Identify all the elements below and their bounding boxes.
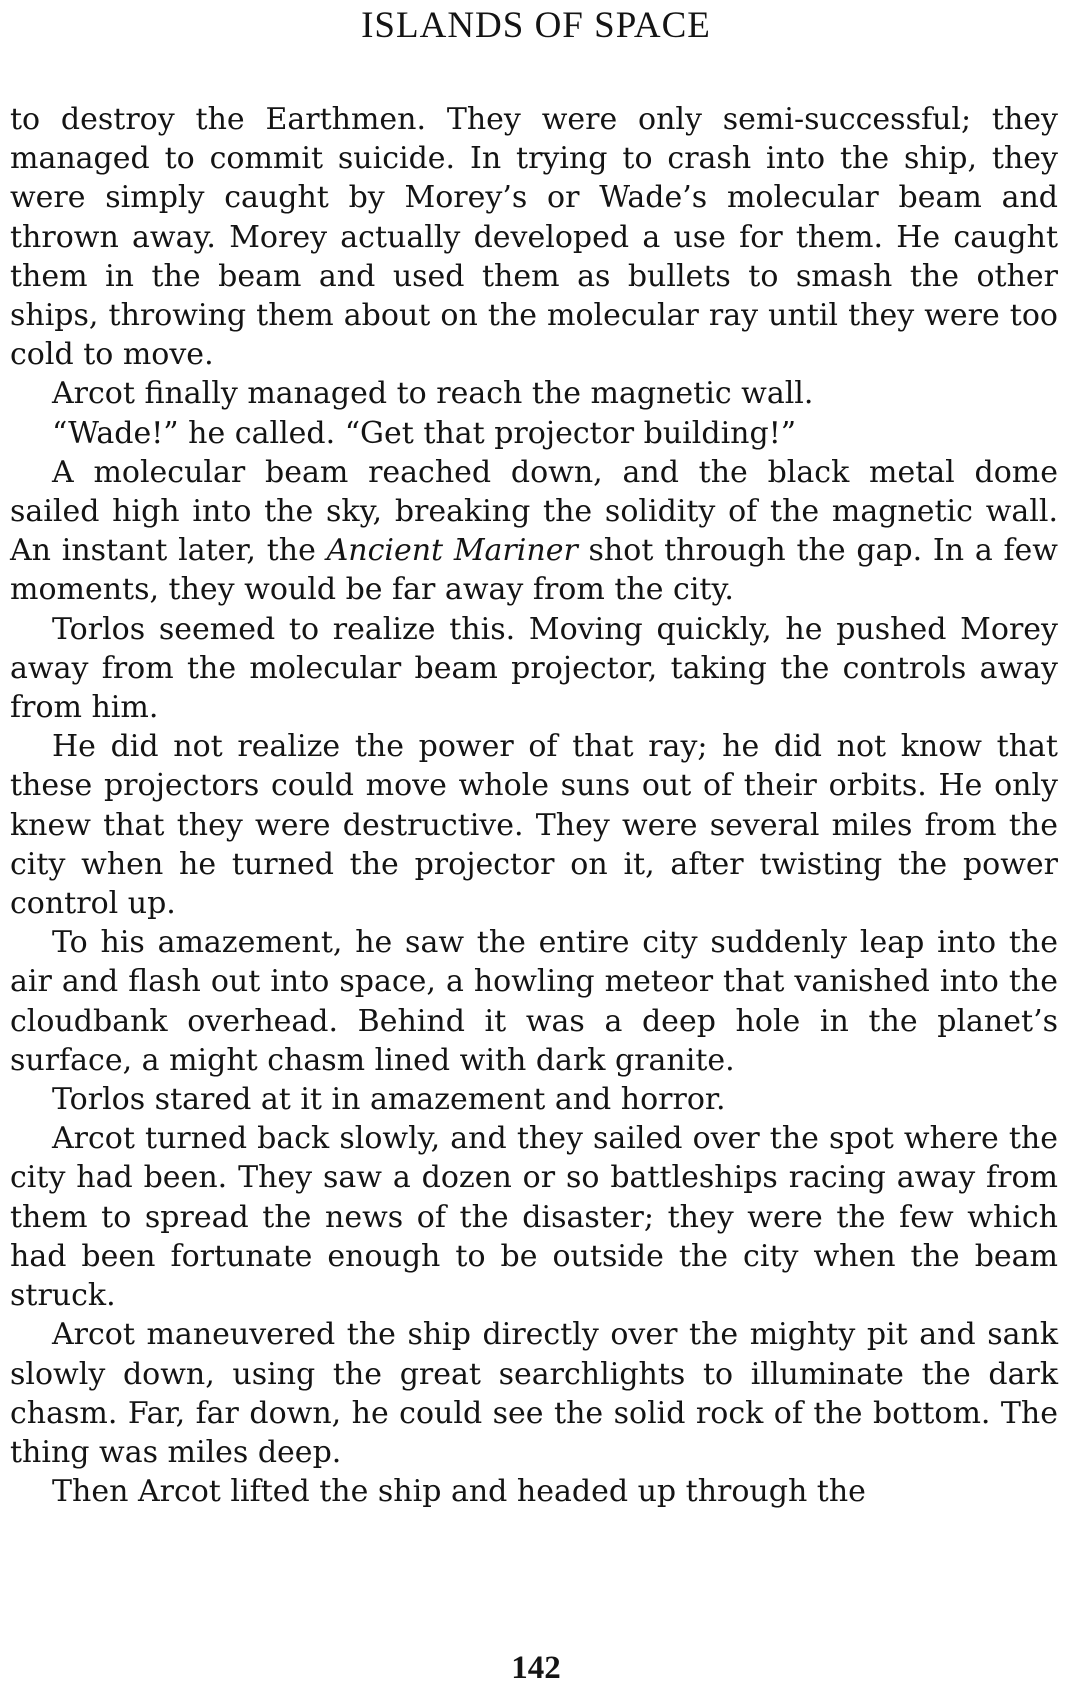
paragraph-8: Torlos stared at it in amazement and horror.: [52, 1082, 726, 1118]
paragraph-3: “Wade!” he called. “Get that projector building!”: [52, 415, 797, 451]
paragraph-9: Arcot turned back slowly, and they sailed over the spot where the city had been. They saw a dozen or so battleships racing away from them to spread the news of the disaster; they were the few which had been fortunate enough to be outside the city when the beam struck.: [10, 1121, 1058, 1314]
paragraph-7: To his amazement, he saw the entire city suddenly leap into the air and flash out into space, a howling meteor that vanished into the cloudbank overhead. Behind it was a deep hole in the planet’s surface, a might chasm lined with dark granite.: [10, 925, 1058, 1078]
paragraph-4-text-before: A molecular beam reached down, and the black metal dome sailed high into the sky, breaking the solidity of the magnetic wall. An instant later, the: [10, 454, 1058, 569]
paragraph-4-text-after: shot through the gap. In a few moments, they would be far away from the city.: [10, 533, 1058, 608]
paragraph-2: Arcot finally managed to reach the magnetic wall.: [52, 376, 814, 412]
paragraph-10: Arcot maneuvered the ship directly over the mighty pit and sank slowly down, using the great searchlights to illuminate the dark chasm. Far, far down, he could see the solid rock of the bottom. The thing was miles deep.: [10, 1317, 1058, 1470]
paragraph-4: [10, 453, 1058, 610]
body-text: [10, 100, 1058, 1511]
paragraph-5: Torlos seemed to realize this. Moving quickly, he pushed Morey away from the molecular beam projector, taking the controls away from him.: [10, 611, 1058, 726]
paragraph-11: Then Arcot lifted the ship and headed up through the: [52, 1474, 866, 1510]
running-head: ISLANDS OF SPACE: [361, 5, 711, 46]
paragraph-1: to destroy the Earthmen. They were only semi-successful; they managed to commit suicide. In trying to crash into the ship, they were simply caught by Morey’s or Wade’s molecular beam and thrown away. Morey actually developed a use for them. He caught them in the beam and used them as bullets to smash the other ships, throwing them about on the molecular ray until they were too cold to move.: [10, 102, 1058, 373]
page-number: 142: [511, 1650, 561, 1686]
paragraph-6: He did not realize the power of that ray; he did not know that these projectors could move whole suns out of their orbits. He only knew that they were destructive. They were several miles from the city when he turned the projector on it, after twisting the power control up.: [10, 729, 1058, 922]
ship-name-italic: Ancient Mariner: [326, 533, 578, 569]
